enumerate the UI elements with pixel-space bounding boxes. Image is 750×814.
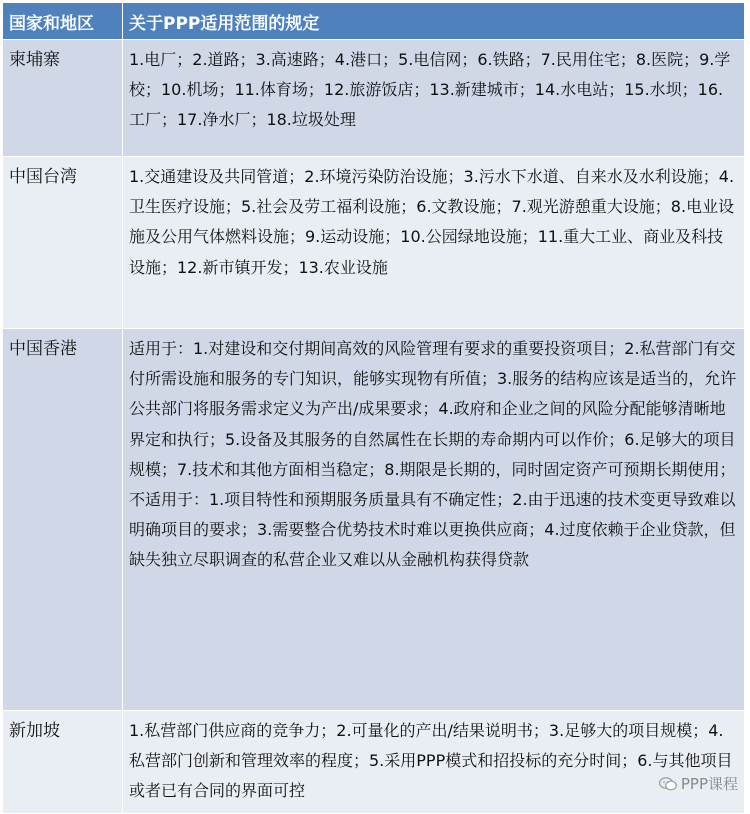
region-cell: 中国香港 — [3, 329, 123, 711]
page — [0, 2, 750, 808]
watermark — [659, 773, 738, 794]
region-cell: 中国台湾 — [3, 157, 123, 329]
ppp-scope-table — [2, 2, 745, 814]
header-scope: 关于PPP适用范围的规定 — [123, 3, 745, 40]
scope-cell — [123, 329, 745, 711]
scope-cell — [123, 711, 745, 814]
table-row — [3, 157, 745, 329]
scope-text-not-applicable: 不适用于：1.项目特性和预期服务质量具有不确定性；2.由于迅速的技术变更导致难以明确项目的要求；3.需要整合优势技术时难以更换供应商；4.过度依赖于企业贷款，但缺失独立尽职调查的私营企业又难以从金融机构获得贷款 — [129, 490, 736, 570]
scope-cell — [123, 157, 745, 329]
table-row — [3, 329, 745, 711]
watermark-text: PPP课程 — [680, 775, 738, 793]
wechat-icon — [659, 777, 677, 791]
scope-text: 1.电厂；2.道路；3.高速路；4.港口；5.电信网；6.铁路；7.民用住宅；8.医院；9.学校；10.机场；11.体育场；12.旅游饭店；13.新建城市；14.水电站；15.水坝；16.工厂；17.净水厂；18.垃圾处理 — [129, 50, 731, 130]
scope-text: 1.交通建设及共同管道；2.环境污染防治设施；3.污水下水道、自来水及水利设施；4.卫生医疗设施；5.社会及劳工福利设施；6.文教设施；7.观光游憩重大设施；8.电业设施及公用气体燃料设施；9.运动设施；10.公园绿地设施；11.重大工业、商业及科技设施；12.新市镇开发；13.农业设施 — [129, 167, 735, 277]
table-row — [3, 711, 745, 814]
header-region: 国家和地区 — [3, 3, 123, 40]
scope-cell — [123, 40, 745, 157]
region-cell: 新加坡 — [3, 711, 123, 814]
region-cell: 柬埔寨 — [3, 40, 123, 157]
scope-text-applicable: 适用于：1.对建设和交付期间高效的风险管理有要求的重要投资项目；2.私营部门有交付所需设施和服务的专门知识，能够实现物有所值；3.服务的结构应该是适当的，允许公共部门将服务需求定义为产出/成果要求；4.政府和企业之间的风险分配能够清晰地界定和执行；5.设备及其服务的自然属性在长期的寿命期内可以作价；6.足够大的项目规模；7.技术和其他方面相当稳定；8.期限是长期的，同时固定资产可预期长期使用； — [129, 339, 737, 479]
table-row — [3, 40, 745, 157]
scope-text: 1.私营部门供应商的竞争力；2.可量化的产出/结果说明书；3.足够大的项目规模；4.私营部门创新和管理效率的程度；5.采用PPP模式和招投标的充分时间；6.与其他项目或者已有合同的界面可控 — [129, 721, 733, 801]
header-row — [3, 3, 745, 40]
